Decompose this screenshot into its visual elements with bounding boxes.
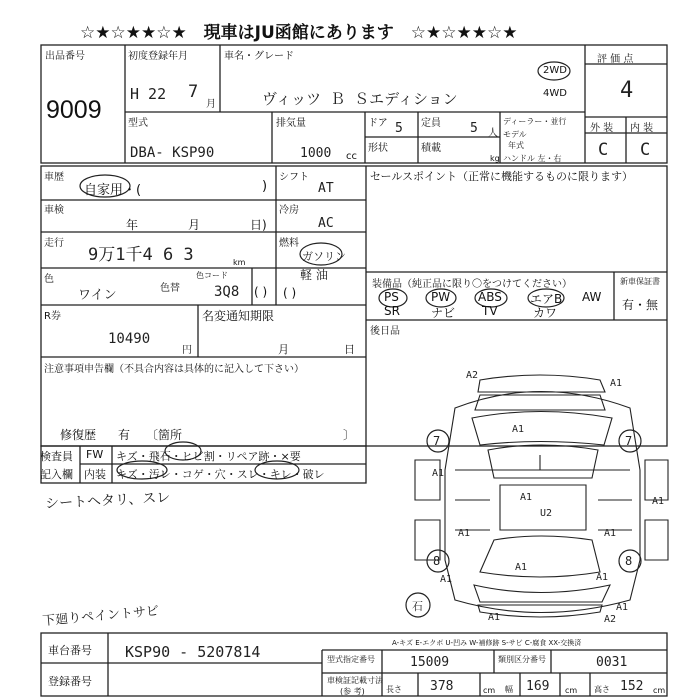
dims-unit-1: cm [483, 686, 496, 695]
mileage-unit: km [233, 258, 246, 267]
damage-circle-mark: 石 [412, 600, 423, 613]
load-unit: kg [490, 154, 500, 163]
mileage-label: 走行 [44, 238, 64, 249]
load-label: 積載 [421, 143, 441, 154]
reg-number-label: 登録番号 [48, 675, 92, 688]
note-line1: シートヘタリ、スレ [44, 489, 171, 513]
type-spec-value: 15009 [410, 655, 450, 670]
dims-unit-2: cm [565, 686, 578, 695]
damage-mark: A1 [458, 528, 471, 539]
shift-label: シフト [279, 172, 309, 183]
displacement-unit: cc [346, 151, 357, 162]
damage-mark: A1 [604, 528, 617, 539]
damage-legend: A-キズ E-エクボ U-凹み W-補修跡 S-サビ C-腐食 XX-交換済 [392, 639, 582, 647]
note-line2: 下廻りペイントサビ [41, 603, 160, 630]
damage-mark: A2 [466, 370, 479, 381]
mileage-value: 9万1千4 6 3 [88, 245, 194, 265]
equip-abs: ABS [478, 290, 502, 304]
equip-tv: TV [482, 304, 498, 318]
color-paren: ( ) [254, 285, 268, 299]
warranty-value: 有・無 [622, 298, 659, 312]
damage-mark: A1 [652, 496, 665, 507]
dims-width-label: 幅 [505, 685, 513, 694]
recycle-value: 10490 [108, 331, 151, 347]
shape-label: 形状 [368, 143, 388, 154]
chassis-label: 車台番号 [48, 644, 92, 657]
fuel-value2: 軽 油 [300, 268, 328, 282]
recycle-unit: 円 [182, 345, 192, 356]
capacity-label: 定員 [421, 118, 441, 129]
inspector-label1: 検査員 [40, 450, 73, 463]
color-code: 3Q8 [214, 284, 240, 300]
history-value: 自家用・( [84, 183, 142, 198]
damage-circle-mark: 8 [625, 554, 633, 568]
displacement-value: 1000 [300, 146, 332, 161]
lot-label: 出品番号 [45, 51, 85, 62]
inspector-int: 内装 [84, 468, 106, 481]
model-year-label1: モデル [503, 130, 527, 139]
damage-circle-mark: 7 [625, 434, 633, 448]
rear-seat-label: 後日品 [370, 326, 400, 337]
color-code-label: 色コード [196, 271, 228, 280]
lot-number: 9009 [46, 96, 102, 124]
inspector-fw: FW [86, 448, 104, 461]
dims-width: 169 [526, 679, 550, 694]
capacity-unit: 人 [488, 128, 498, 139]
interior-value: C [640, 140, 651, 160]
equip-aw: AW [582, 290, 602, 304]
grade-label: 評 価 点 [597, 54, 634, 65]
dealer-label: ディーラー・並行 [503, 117, 567, 126]
equip-leather: カワ [533, 306, 558, 320]
exterior-label: 外 装 [590, 123, 614, 134]
fuel-value1: ガソリン [302, 250, 346, 263]
repair-value: 有 [118, 428, 131, 442]
equipment-label: 装備品（純正品に限り〇をつけてください） [372, 279, 572, 290]
damage-mark: A1 [520, 492, 533, 503]
damage-mark: A1 [488, 612, 501, 623]
banner: ☆★☆★★☆★ 現車はJU函館にあります ☆★☆★★☆★ [80, 23, 518, 43]
repair-close: 〕 [343, 428, 356, 442]
fuel-paren: ( ) [283, 286, 297, 300]
dims-height: 152 [620, 679, 644, 694]
damage-circle-mark: 8 [433, 554, 441, 568]
registration-era: H 22 [130, 85, 167, 103]
damage-mark: A1 [610, 378, 623, 389]
model-label: 型式 [128, 118, 148, 129]
registration-label: 初度登録年月 [128, 51, 188, 62]
car-name: ヴィッツ Ｂ Ｓエディション [262, 90, 458, 108]
drive-2wd: 2WD [543, 65, 567, 76]
damage-mark: A1 [512, 424, 525, 435]
chassis-value: KSP90 - 5207814 [125, 643, 261, 661]
sales-point-label: セールスポイント（正常に機能するものに限ります） [370, 170, 634, 183]
equip-sr: SR [384, 304, 400, 318]
inspector-row1: キズ・飛石・ヒビ割・リペア跡・×要 [116, 450, 301, 463]
recycle-label: R券 [44, 311, 61, 322]
notice-month: 月 [278, 343, 289, 356]
equip-airbag: エアB [530, 292, 563, 306]
interior-label: 内 装 [630, 123, 654, 134]
registration-month: 7 [188, 82, 199, 102]
repair-bracket: 〔箇所 [146, 428, 183, 442]
inspection-month: 月 [188, 218, 201, 232]
caution-label: 注意事項申告欄（不具合内容は具体的に記入して下さい） [44, 364, 304, 375]
car-diagram [415, 375, 668, 617]
history-close: ) [262, 179, 268, 194]
inspection-label: 車検 [44, 205, 64, 216]
color-label: 色 [44, 274, 54, 285]
equip-ps: PS [384, 290, 399, 304]
doors-value: 5 [395, 121, 403, 136]
notice-label: 名変通知期限 [202, 309, 275, 323]
fuel-label: 燃料 [279, 238, 299, 249]
equip-navi: ナビ [431, 306, 456, 320]
model-year-label2: 年式 [508, 141, 524, 150]
inspection-day: 日) [250, 218, 267, 232]
ac-value: AC [318, 216, 334, 231]
class-spec-label: 類別区分番号 [498, 655, 546, 664]
inspection-year: 年 [126, 218, 139, 232]
color-change-label: 色替 [160, 283, 180, 294]
doors-label: ドア [368, 118, 388, 129]
type-spec-label: 型式指定番号 [327, 655, 375, 664]
damage-mark: A1 [515, 562, 528, 573]
damage-mark: A1 [440, 574, 453, 585]
damage-mark: A1 [596, 572, 609, 583]
damage-mark: A2 [604, 614, 617, 625]
ac-label: 冷房 [279, 205, 299, 216]
repair-label: 修復歴 [60, 428, 97, 442]
damage-mark: U2 [540, 508, 553, 519]
inspector-row2: キズ・汚レ・コゲ・穴・スレ・キレ・破レ [116, 468, 325, 481]
history-label: 車歴 [44, 172, 64, 183]
displacement-label: 排気量 [276, 118, 306, 129]
equip-pw: PW [431, 290, 451, 304]
car-label: 車名・グレード [224, 51, 294, 62]
warranty-label: 新車保証書 [620, 277, 660, 286]
handle-label: ハンドル 左・右 [503, 154, 562, 163]
notice-day: 日 [344, 343, 355, 356]
exterior-value: C [598, 140, 609, 160]
dims-length: 378 [430, 679, 454, 694]
color-value: ワイン [78, 288, 117, 303]
damage-mark: A1 [432, 468, 445, 479]
dims-unit-3: cm [653, 686, 666, 695]
inspector-label2: 記入欄 [40, 468, 73, 481]
drive-4wd: 4WD [543, 88, 567, 99]
registration-month-unit: 月 [206, 99, 216, 110]
dims-label: 車検証記載寸法 [327, 676, 383, 685]
grade-value: 4 [620, 78, 634, 103]
shift-value: AT [318, 181, 334, 196]
dims-sub: (参 考) [340, 687, 365, 696]
damage-circle-mark: 7 [433, 434, 441, 448]
damage-mark: A1 [616, 602, 629, 613]
model-value: DBA- KSP90 [130, 145, 215, 161]
class-spec-value: 0031 [596, 655, 628, 670]
capacity-value: 5 [470, 121, 478, 136]
dims-height-label: 高さ [594, 685, 610, 694]
dims-length-label: 長さ [386, 685, 402, 694]
